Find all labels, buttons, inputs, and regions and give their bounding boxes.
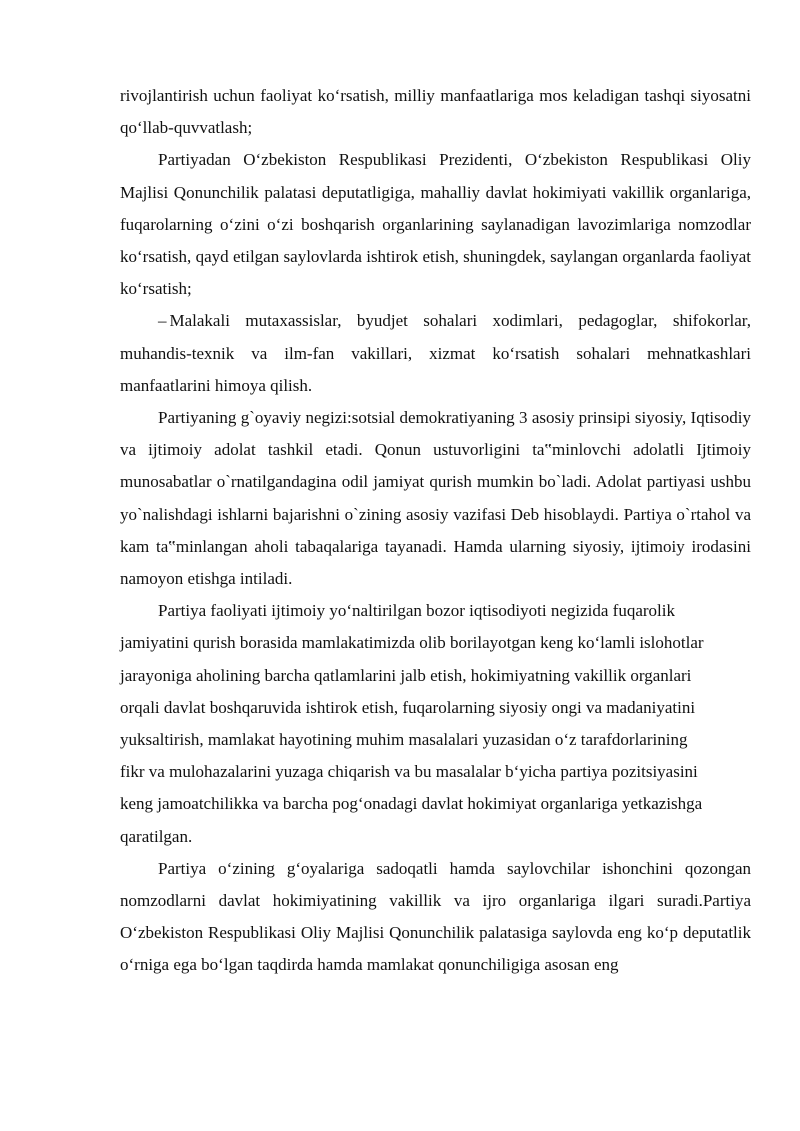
paragraph-2: Partiyadan O‘zbekiston Respublikasi Prezidenti, O‘zbekiston Respublikasi Oliy Majlisi Qonunchilik palatasi deputatligiga, mahalliy davlat hokimiyati vakillik organlariga, fuqarolarning o‘zini o‘zi boshqarish organlarining saylanadigan lavozimlariga nomzodlar ko‘rsatish, qayd etilgan saylovlarda ishtirok etish, shuningdek, saylangan organlarda faoliyat ko‘rsatish;	[120, 150, 751, 299]
paragraph-6: Partiya o‘zining g‘oyalariga sadoqatli hamda saylovchilar ishonchini qozongan nomzodlarni davlat hokimiyatining vakillik va ijro organlariga ilgari suradi.Partiya O‘zbekiston Respublikasi Oliy Majlisi Qonunchilik palatasiga saylovda eng ko‘p deputatlik o‘rniga ega bo‘lgan taqdirda hamda mamlakat qonunchiligiga asosan eng	[120, 858, 751, 975]
paragraph-5: Partiya faoliyati ijtimoiy yo‘naltirilgan bozor iqtisodiyoti negizida fuqarolik jamiyatini qurish borasida mamlakatimizda olib borilayotgan keng ko‘lamli islohotlar jarayoniga aholining barcha qatlamlarini jalb etish, hokimiyatning vakillik organlari orqali davlat boshqaruvida ishtirok etish, fuqarolarning siyosiy ongi va madaniyatini yuksaltirish, mamlakat hayotining muhim masalalari yuzasidan o‘z tarafdorlarining fikr va mulohazalarini yuzaga chiqarish va bu masalalar b‘yicha partiya pozitsiyasini keng jamoatchilikka va barcha pog‘onadagi davlat hokimiyat organlariga yetkazishga qaratilgan.	[120, 601, 704, 846]
paragraph-3-text: Malakali mutaxassislar, byudjet sohalari xodimlari, pedagoglar, shifokorlar, muhandis-texnik va ilm-fan vakillari, xizmat ko‘rsatish sohalari mehnatkashlari manfaatlarini himoya qilish.	[120, 311, 751, 395]
paragraph-4: Partiyaning g`oyaviy negizi:sotsial demokratiyaning 3 asosiy prinsipi siyosiy, Iqtisodiy va ijtimoiy adolat tashkil etadi. Qonun ustuvorligini ta‟minlovchi adolatli Ijtimoiy munosabatlar o`rnatilgandagina odil jamiyat qurish mumkin bo`ladi. Adolat partiyasi ushbu yo`nalishdagi ishlarni bajarishni o`zining asosiy vazifasi Deb hisoblaydi. Partiya o`rtahol va kam ta‟minlangan aholi tabaqalariga tayanadi. Hamda ularning siyosiy, ijtimoiy irodasini namoyon etishga intiladi.	[120, 408, 751, 589]
dash-marker: –	[158, 311, 167, 331]
document-body	[120, 80, 751, 982]
paragraph-3-list-item	[120, 305, 751, 402]
paragraph-1: rivojlantirish uchun faoliyat ko‘rsatish, milliy manfaatlariga mos keladigan tashqi siyosatni qo‘llab-quvvatlash;	[120, 86, 751, 138]
